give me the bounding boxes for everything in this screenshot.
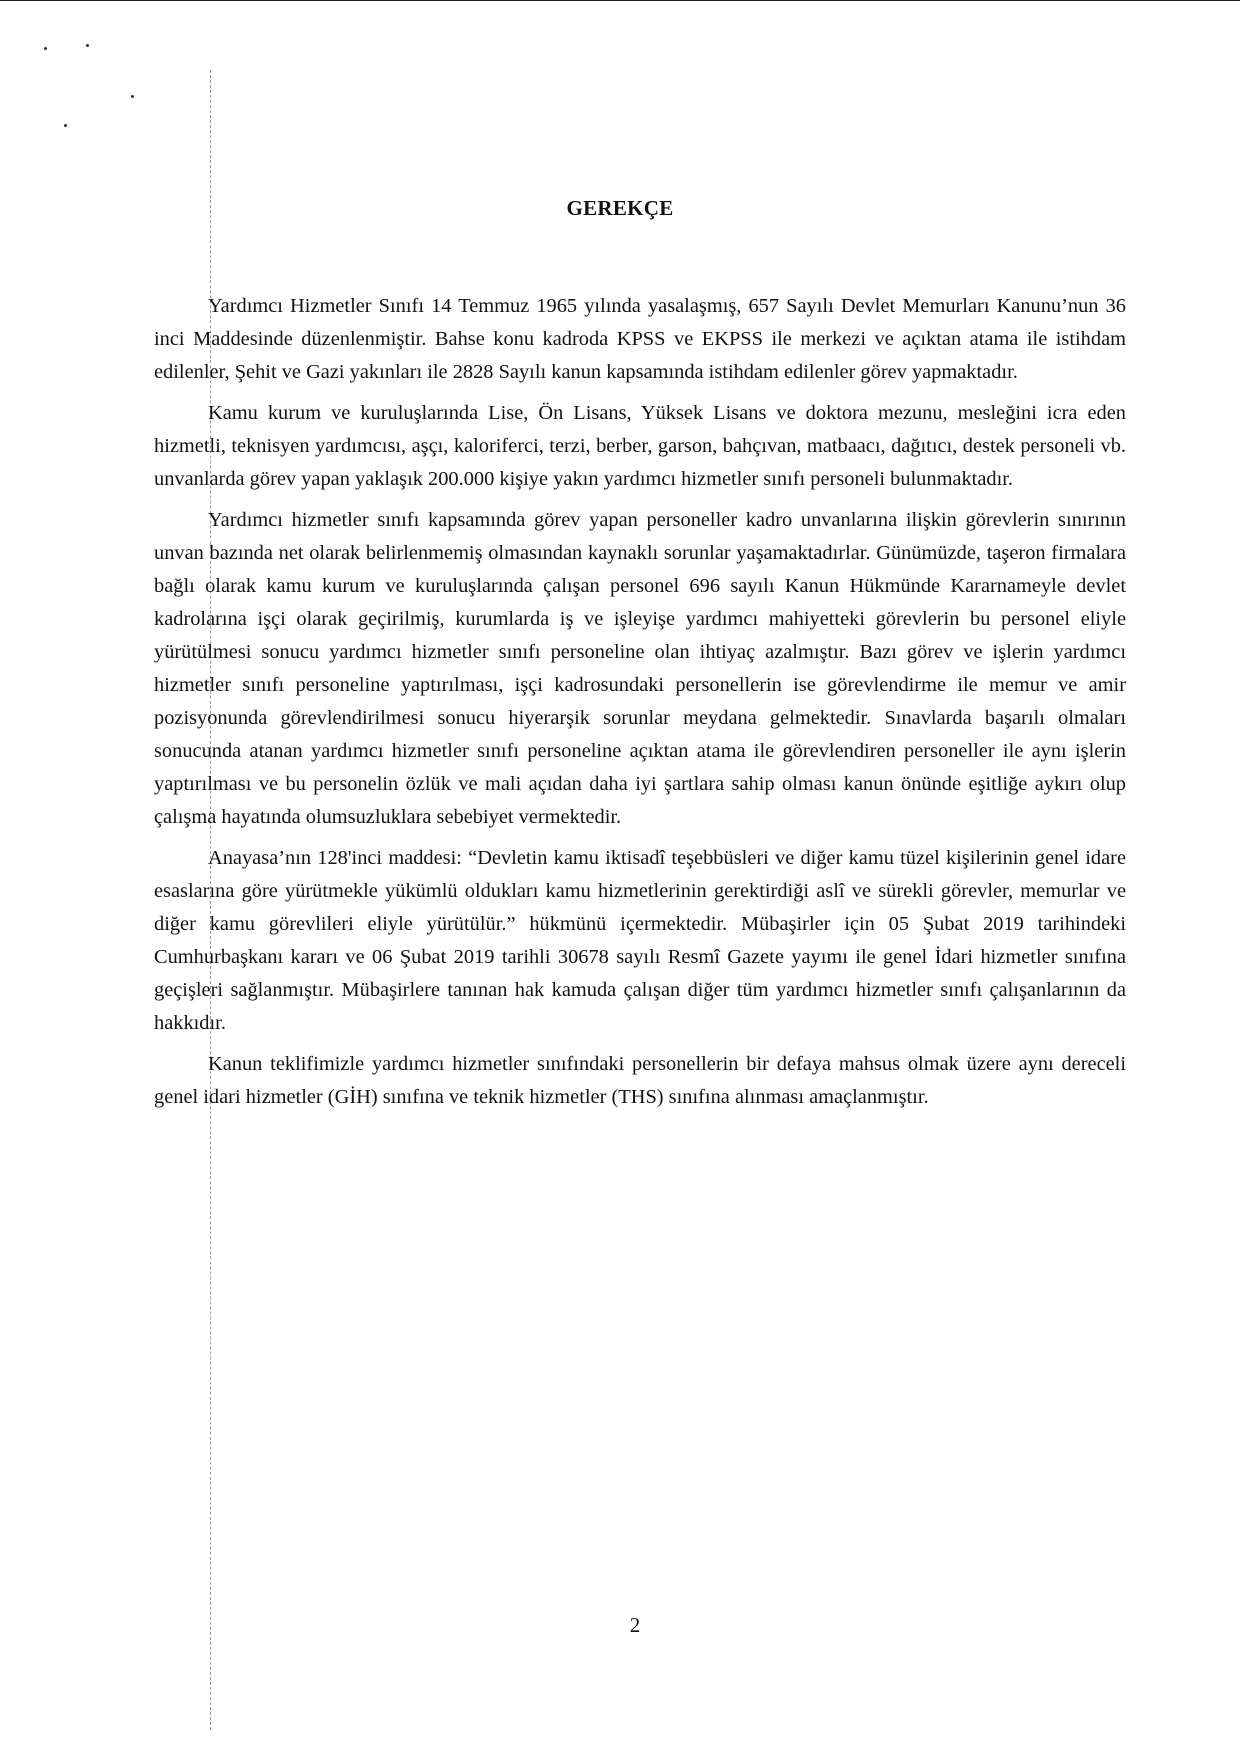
paragraph-1: Yardımcı Hizmetler Sınıfı 14 Temmuz 1965 yılında yasalaşmış, 657 Sayılı Devlet Memurları Kanunu’nun 36 inci Maddesinde düzenlenmiştir. Bahse konu kadroda KPSS ve EKPSS ile merkezi ve açıktan atama ile istihdam edilenler, Şehit ve Gazi yakınları ile 2828 Sayılı kanun kapsamında istihdam edilenler görev yapmaktadır. <box>154 295 1126 383</box>
page-number: 2 <box>629 1613 641 1637</box>
scan-speck <box>86 44 89 47</box>
document-title: GEREKÇE <box>566 196 674 220</box>
paragraph-2: Kamu kurum ve kuruluşlarında Lise, Ön Lisans, Yüksek Lisans ve doktora mezunu, mesleğini icra eden hizmetli, teknisyen yardımcısı, aşçı, kaloriferci, terzi, berber, garson, bahçıvan, matbaacı, dağıtıcı, destek personeli vb. unvanlarda görev yapan yaklaşık 200.000 kişiye yakın yardımcı hizmetler sınıfı personeli bulunmaktadır. <box>154 402 1126 490</box>
page-top-edge <box>0 0 1240 1</box>
paragraph-5: Kanun teklifimizle yardımcı hizmetler sınıfındaki personellerin bir defaya mahsus olmak üzere aynı dereceli genel idari hizmetler (GİH) sınıfına ve teknik hizmetler (THS) sınıfına alınması amaçlanmıştır. <box>154 1053 1126 1108</box>
paragraph-3: Yardımcı hizmetler sınıfı kapsamında görev yapan personeller kadro unvanlarına ilişkin görevlerin sınırının unvan bazında net olarak belirlenmemiş olmasından kaynaklı sorunlar yaşamaktadırlar. Günümüzde, taşeron firmalara bağlı olarak kamu kurum ve kuruluşlarında çalışan personel 696 sayılı Kanun Hükmünde Kararnameyle devlet kadrolarına işçi olarak geçirilmiş, kurumlarda iş ve işleyişe yardımcı mahiyetteki görevlerin bu personel eliyle yürütülmesi sonucu yardımcı hizmetler sınıfı personeline olan ihtiyaç azalmıştır. Bazı görev ve işlerin yardımcı hizmetler sınıfı personeline yaptırılması, işçi kadrosundaki personellerin ise görevlendirme ile memur ve amir pozisyonunda görevlendirilmesi sonucu hiyerarşik sorunlar meydana gelmektedir. Sınavlarda başarılı olmaları sonucunda atanan yardımcı hizmetler sınıfı personeline açıktan atama ile görevlendiren personeller ile aynı işlerin yaptırılması ve bu personelin özlük ve mali açıdan daha iyi şartlara sahip olması kanun önünde eşitliğe aykırı olup çalışma hayatında olumsuzluklara sebebiyet vermektedir. <box>154 509 1126 828</box>
scan-speck <box>64 124 67 127</box>
document-body <box>154 290 1126 1122</box>
scan-speck <box>131 95 134 98</box>
scan-speck <box>44 47 47 50</box>
paragraph-4: Anayasa’nın 128'inci maddesi: “Devletin kamu iktisadî teşebbüsleri ve diğer kamu tüzel kişilerinin genel idare esaslarına göre yürütmekle yükümlü oldukları kamu hizmetlerinin gerektirdiği aslî ve sürekli görevler, memurlar ve diğer kamu görevlileri eliyle yürütülür.” hükmünü içermektedir. Mübaşirler için 05 Şubat 2019 tarihindeki Cumhurbaşkanı kararı ve 06 Şubat 2019 tarihli 30678 sayılı Resmî Gazete yayımı ile genel İdari hizmetler sınıfına geçişleri sağlanmıştır. Mübaşirlere tanınan hak kamuda çalışan diğer tüm yardımcı hizmetler sınıfı çalışanlarının da hakkıdır. <box>154 847 1126 1034</box>
